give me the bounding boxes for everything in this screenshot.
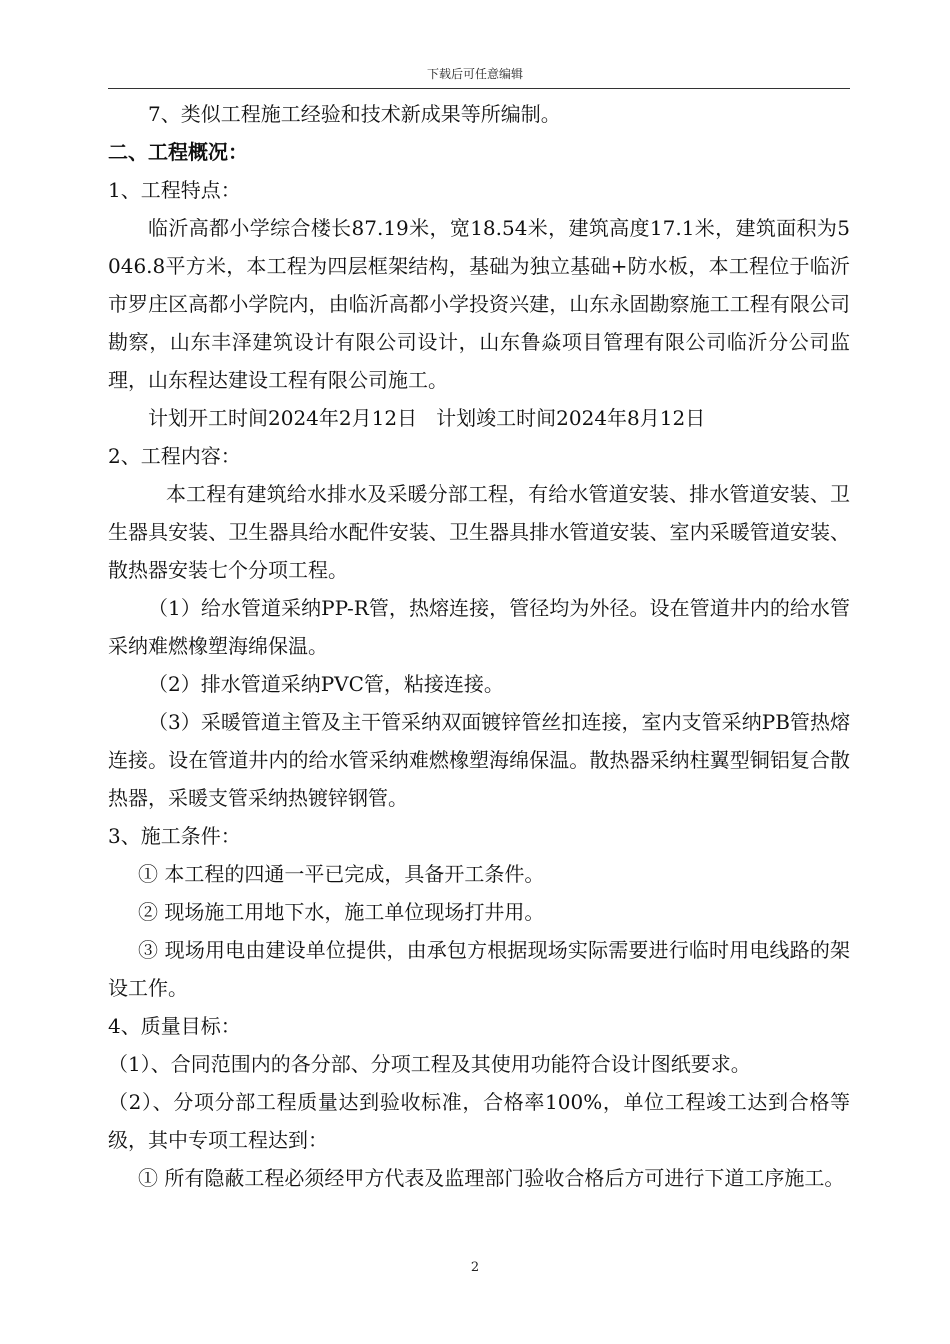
subheading-quality-goals: 4、质量目标： [108,1014,241,1038]
paragraph-quality-goal-2: （2）、分项分部工程质量达到验收标准，合格率100%，单位工程竣工达到合格等级，其中专项工程达到： [108,1090,850,1152]
paragraph-condition-2: ② 现场施工用地下水，施工单位现场打井用。 [138,900,545,924]
paragraph-condition-3: ③ 现场用电由建设单位提供，由承包方根据现场实际需要进行临时用电线路的架设工作。 [108,938,850,1000]
section-heading-project-overview: 二、工程概况： [108,140,248,164]
paragraph-quality-subgoal-1: ① 所有隐蔽工程必须经甲方代表及监理部门验收合格后方可进行下道工序施工。 [138,1166,845,1190]
subheading-project-features: 1、工程特点： [108,178,241,202]
page-header: 下载后可任意编辑 [426,67,523,81]
paragraph-content-summary: 本工程有建筑给水排水及采暖分部工程，有给水管道安装、排水管道安装、卫生器具安装、卫生器具给水配件安装、卫生器具排水管道安装、室内采暖管道安装、散热器安装七个分项工程。 [108,482,850,582]
page-number: 2 [470,1260,480,1275]
subheading-construction-conditions: 3、施工条件： [108,824,241,848]
paragraph-condition-1: ① 本工程的四通一平已完成，具备开工条件。 [138,862,545,886]
paragraph-quality-goal-1: （1）、合同范围内的各分部、分项工程及其使用功能符合设计图纸要求。 [108,1052,751,1076]
paragraph-schedule: 计划开工时间2024年2月12日 计划竣工时间2024年8月12日 [148,406,706,430]
document-body [108,95,850,1197]
paragraph-project-description: 临沂高都小学综合楼长87.19米，宽18.54米，建筑高度17.1米，建筑面积为5046.8平方米，本工程为四层框架结构，基础为独立基础+防水板，本工程位于临沂市罗庄区高都小学院内，由临沂高都小学投资兴建，山东永固勘察施工工程有限公司勘察，山东丰泽建筑设计有限公司设计，山东鲁焱项目管理有限公司临沂分公司监理，山东程达建设工程有限公司施工。 [108,216,850,392]
paragraph-drainage: （2）排水管道采纳PVC管，粘接连接。 [148,672,504,696]
paragraph-heating: （3）采暖管道主管及主干管采纳双面镀锌管丝扣连接，室内支管采纳PB管热熔连接。设在管道井内的给水管采纳难燃橡塑海绵保温。散热器采纳柱翼型铜铝复合散热器，采暖支管采纳热镀锌钢管。 [108,710,850,810]
paragraph-basis-item-7: 7、类似工程施工经验和技术新成果等所编制。 [148,102,561,126]
header-rule [108,88,850,89]
paragraph-water-supply: （1）给水管道采纳PP-R管，热熔连接，管径均为外径。设在管道井内的给水管采纳难燃橡塑海绵保温。 [108,596,850,658]
subheading-project-content: 2、工程内容： [108,444,241,468]
